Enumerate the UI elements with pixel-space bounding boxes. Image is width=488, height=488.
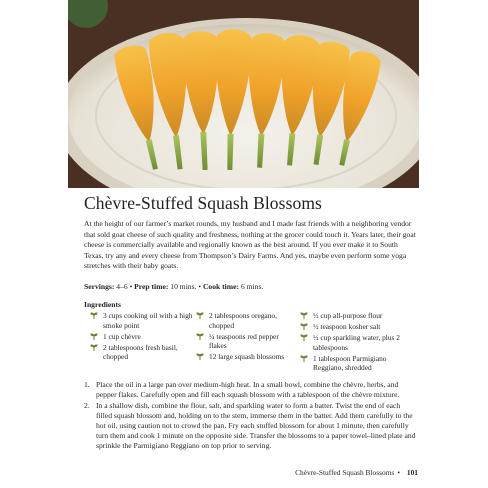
step-text: In a shallow dish, combine the flour, salt, and sparkling water to form a batter. Twist the end of each filled squash blossom and, holding on to the stem, immerse them in the batter. Add them carefully to the hot oil, using caution not to crowd the pan. Fry each stuffed blossom for about 1 minute, then carefully turn them and cook 1 minute on the opposite side. Transfer the blossoms to a paper towel–lined plate and sprinkle the Parmigiano Reggiano on top prior to serving. xyxy=(96,401,416,450)
ingredient-item: 1 cup chèvre xyxy=(90,332,195,342)
recipe-step xyxy=(84,401,418,451)
ingredients-heading: Ingredients xyxy=(84,300,121,309)
running-title: Chèvre-Stuffed Squash Blossoms xyxy=(295,468,395,477)
ingredient-item: ½ teaspoon kosher salt xyxy=(300,322,418,332)
recipe-steps xyxy=(84,380,418,452)
step-number: 2. xyxy=(84,401,90,410)
squash-blossom-photo xyxy=(68,0,419,188)
recipe-meta xyxy=(84,282,418,292)
ingredient-item: ½ cup all-purpose flour xyxy=(300,311,418,321)
ingredients-column-3 xyxy=(300,311,418,374)
recipe-title: Chèvre-Stuffed Squash Blossoms xyxy=(84,193,322,213)
herb-bullet-icon xyxy=(196,353,204,361)
herb-bullet-icon xyxy=(300,334,308,342)
squash-blossom-illustration xyxy=(68,0,419,188)
step-text: Place the oil in a large pan over medium-high heat. In a small bowl, combine the chèvre, herbs, and pepper flakes. Carefully open and fill each squash blossom with a tablespoon of the chèvre mixture. xyxy=(96,380,400,399)
cook-time-value: 6 mins. xyxy=(240,282,264,291)
ingredient-item: 1 tablespoon Parmigiano Reggiano, shredded xyxy=(300,354,418,373)
servings-label: Servings: xyxy=(84,282,115,291)
recipe-intro: At the height of our farmer’s market rounds, my husband and I made fast friends with a neighboring vendor that sold goat cheese of such quality and freshness, nothing at the grocer could touch it. Years later, their goat cheese is commercially available and regionally known as the best around. If you ever make it to South Texas, try any and every cheese from Thompson’s Dairy Farms. And yes, maybe even perform some yoga stretches with their baby goats. xyxy=(84,219,416,270)
cook-time-label: Cook time: xyxy=(202,282,240,291)
ingredient-item: ¼ teaspoons red pepper flakes xyxy=(196,332,296,351)
page-footer xyxy=(295,468,418,477)
herb-bullet-icon xyxy=(300,355,308,363)
herb-bullet-icon xyxy=(196,312,204,320)
footer-dot: • xyxy=(397,468,400,477)
ingredient-item: 3 cups cooking oil with a high smoke point xyxy=(90,311,195,330)
prep-time-value: 10 mins. xyxy=(170,282,197,291)
step-number: 1. xyxy=(84,380,90,389)
ingredients-column-1 xyxy=(90,311,195,363)
ingredients-column-2 xyxy=(196,311,296,363)
meta-separator: • xyxy=(198,282,202,291)
meta-separator: • xyxy=(129,282,133,291)
herb-bullet-icon xyxy=(300,323,308,331)
prep-time-label: Prep time: xyxy=(134,282,169,291)
herb-bullet-icon xyxy=(90,344,98,352)
herb-bullet-icon xyxy=(90,312,98,320)
herb-bullet-icon xyxy=(90,333,98,341)
servings-value: 4–6 xyxy=(116,282,128,291)
recipe-step xyxy=(84,380,418,400)
page-number: 101 xyxy=(406,468,418,477)
ingredient-item: 2 tablespoons fresh basil, chopped xyxy=(90,343,195,362)
ingredient-item: 12 large squash blossoms xyxy=(196,352,296,362)
herb-bullet-icon xyxy=(196,333,204,341)
ingredient-item: ½ cup sparkling water, plus 2 tablespoons xyxy=(300,333,418,352)
ingredient-item: 2 tablespoons oregano, chopped xyxy=(196,311,296,330)
herb-bullet-icon xyxy=(300,312,308,320)
